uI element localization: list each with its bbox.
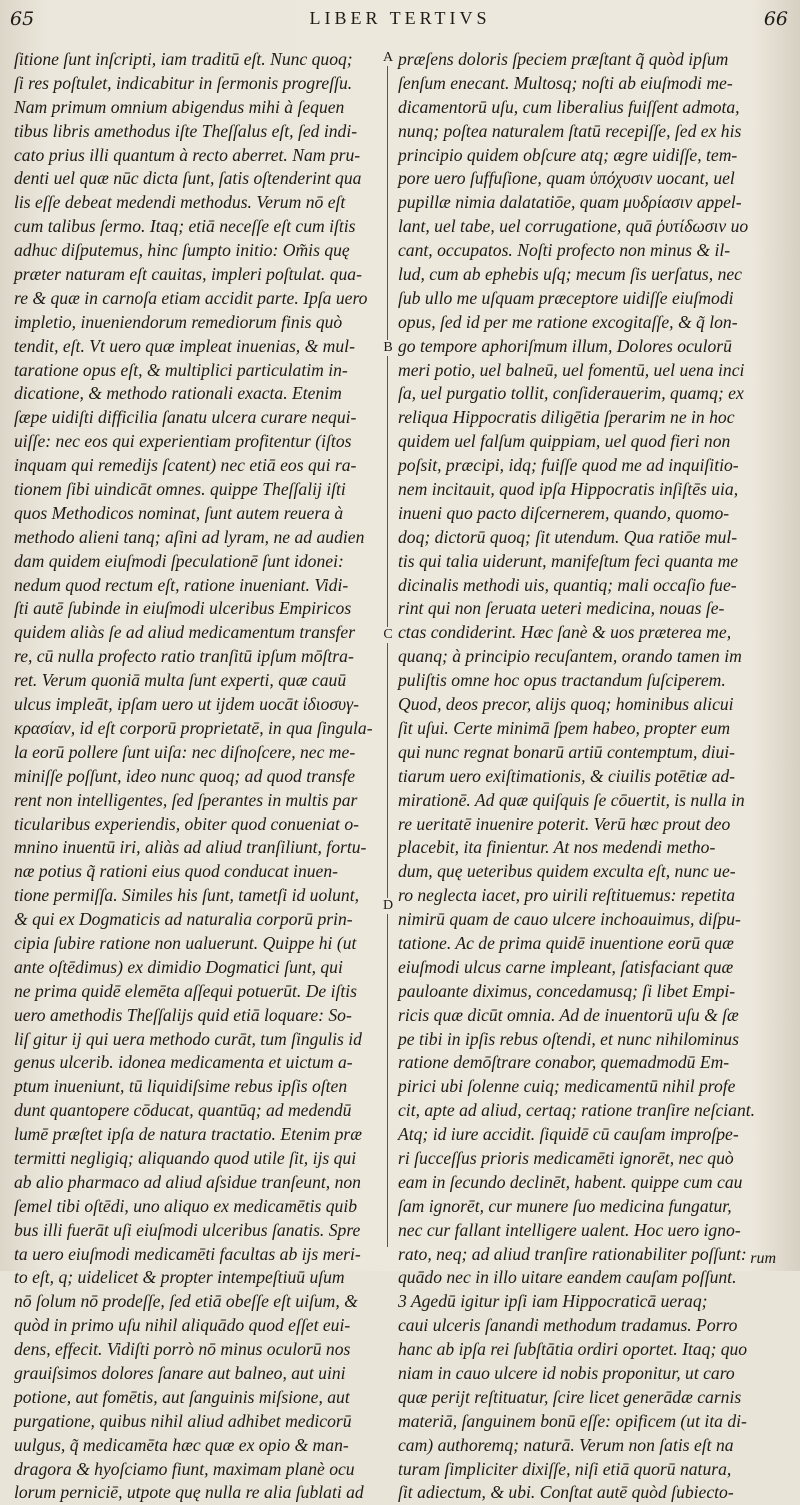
text-line: quòd in primo uſu nihil aliquādo quod eſſet eui- <box>14 1315 351 1336</box>
text-line: lud, cum ab ephebis uſq; mecum ſis uerſatus, nec <box>398 264 742 285</box>
text-line: bus illi fuerāt uſi eiuſmodi ulceribus ſanatis. Spre <box>14 1219 361 1240</box>
text-line: niam in cauo ulcere id nobis proponitur, ut caro <box>398 1362 735 1383</box>
text-line: ſit adiectum, & ubi. Conſtat autē quòd ſubiecto- <box>398 1482 734 1503</box>
text-line: eiuſmodi ulcus carne impleant, ſatisfaciant quæ <box>398 956 734 977</box>
text-line: denti uel quæ nūc dicta ſunt, ſatis oſtenderint qua <box>14 168 362 189</box>
text-line: tis qui talia uiderunt, manifeſtum feci quanta me <box>398 550 739 571</box>
section-marker-a: A <box>380 50 396 66</box>
text-line: genus ulcerib. idonea medicamenta et uictum a- <box>14 1052 353 1073</box>
text-line: cipia ſubire ratione non ualuerunt. Quippe hi (ut <box>14 932 357 953</box>
text-line: ratione demōſtrare conabor, quemadmodū Em- <box>398 1052 730 1073</box>
text-line: quādo nec in illo uitare eandem cauſam poſſunt. <box>398 1267 737 1288</box>
text-line: uulgus, q̃ medicamēta hæc quæ ex opio & man- <box>14 1434 349 1455</box>
text-line: ſti autē ſubinde in eiuſmodi ulceribus Empiricos <box>14 598 352 619</box>
text-line: lumē præſtet ipſa de natura tractatio. Etenim præ <box>14 1124 362 1145</box>
text-line: præſens doloris ſpeciem præſtant q̃ quòd ipſum <box>398 49 729 69</box>
text-line: nō ſolum nō prodeſſe, ſed etiā obeſſe eſt uiſum, & <box>14 1291 358 1312</box>
text-line: cit, apte ad aliud, certaq; ratione tranſire neſciant. <box>398 1100 756 1121</box>
text-line: ctas condiderint. Hæc ſanè & uos præterea me, <box>398 622 732 643</box>
text-line: quos Methodicos nominat, ſunt autem reuera à <box>14 502 344 523</box>
text-line: ſam ignorēt, cur munere ſuo medicina fungatur, <box>398 1195 732 1216</box>
text-line: quidem uel falſum quippiam, uel quod fieri non <box>398 431 731 452</box>
text-line: termitti negligiq; aliquando quod utile ſit, ijs qui <box>14 1147 357 1168</box>
text-column-left <box>14 48 376 1505</box>
text-line: inueni quo pacto diſcernerem, quando, quomo- <box>398 502 730 523</box>
text-line: rint qui non ſeruata ueteri medicina, nouas ſe- <box>398 598 725 619</box>
column-divider <box>387 52 388 1247</box>
text-line: principio quidem obſcure atq; ægre uidiſſe, tem- <box>398 144 738 165</box>
text-line: ſit uſui. Certe minimā ſpem habeo, propter eum <box>398 717 731 738</box>
text-line: tibus libris amethodus iſte Theſſalus eſt, ſed indi- <box>14 120 358 141</box>
text-line: nunq; poſtea naturalem ſtatū recepiſſe, ſed ex his <box>398 120 742 141</box>
text-line: methodo alieni tanq; aſini ad lyram, ne ad audien <box>14 526 365 547</box>
text-line: ta uero eiuſmodi medicamēti facultas ab ijs meri- <box>14 1243 361 1264</box>
text-line: quanq; à principio recuſantem, orando tamen im <box>398 646 742 667</box>
text-line: ſitione ſunt inſcripti, iam traditū eſt. Nunc quoq; <box>14 49 353 69</box>
text-line: & qui ex Dogmaticis ad naturalia corporū prin- <box>14 909 353 930</box>
text-line: nem incitauit, quod ipſa Hippocratis inſiſtēs uia, <box>398 479 739 500</box>
text-line: næ potius q̃ rationi eius quod conducat inuen- <box>14 861 338 882</box>
text-line: placebit, ita finientur. At nos medendi metho- <box>398 837 716 858</box>
text-line: dicamentorū uſu, cum liberalius fuiſſent admota, <box>398 96 740 117</box>
text-line: materiā, ſanguinem bonū eſſe: opificem (ut ita di- <box>398 1410 747 1431</box>
text-line: ticularibus experiendis, obiter quod conueniat o- <box>14 813 359 834</box>
text-line: inquam qui remedijs ſcatent) nec etiā eos qui ra- <box>14 455 357 476</box>
text-line: go tempore aphoriſmum illum, Dolores oculorū <box>398 335 732 356</box>
text-line: nimirū quam de cauo ulcere inchoauimus, diſpu- <box>398 909 741 930</box>
text-line: dens, effecit. Vidiſti porrò nō minus oculorū nos <box>14 1339 351 1360</box>
text-line: liſ gitur ij qui uera methodo curāt, tum ſingulis id <box>14 1028 362 1049</box>
text-line: quidem aliàs ſe ad aliud medicamentum transfer <box>14 622 356 643</box>
text-line: doq; dictorū quoq; ſit utendum. Qua ratiōe mul- <box>398 526 738 547</box>
text-line: præter naturam eſt cauitas, impleri poſtulat. qua- <box>14 264 362 285</box>
text-line: tatione. Ac de prima quidē inuentione eorū quæ <box>398 932 734 953</box>
text-line: tionem ſibi uindicāt omnes. quippe Theſſalij iſti <box>14 479 346 500</box>
text-line: dam quidem eiuſmodi ſpeculationē ſunt idonei: <box>14 550 344 571</box>
text-line: ſenſum enecant. Multosq; noſti ab eiuſmodi me- <box>398 72 733 93</box>
text-line: cam) authoremq; naturā. Verum non ſatis eſt na <box>398 1434 734 1455</box>
text-line: ſæpe uidiſti difficilia ſanatu ulcera curare nequi- <box>14 407 357 428</box>
text-line: hanc ab ipſa rei ſubſtātia ordiri oportet. Itaq; quo <box>398 1339 748 1360</box>
text-line: uiſſe: nec eos qui experientiam profitentur (iſtos <box>14 431 352 452</box>
text-line: puliſtis omne hoc opus tractandum ſuſciperem. <box>398 670 726 691</box>
text-line: uero amethodis Theſſalijs quid etiā loquare: So- <box>14 1004 352 1025</box>
text-line: tione permiſſa. Similes his ſunt, tametſi id uolunt, <box>14 885 360 906</box>
text-line: Nam primum omnium abigendus mihi à ſequen <box>14 96 345 117</box>
text-line: dum, quę ueteribus quidem exculta eſt, nunc ue- <box>398 861 736 882</box>
text-line: grauiſsimos dolores ſanare aut balneo, aut uini <box>14 1362 346 1383</box>
text-line: dunt quantopere cōducat, quantūq; ad medendū <box>14 1100 352 1121</box>
text-line: lorum perniciē, utpote quę nulla re alia ſublati ad <box>14 1482 364 1503</box>
text-line: mirationē. Ad quæ quiſquis ſe cōuertit, is nulla in <box>398 789 745 810</box>
text-line: tiarum uero exiſtimationis, & ciuilis potētiæ ad- <box>398 765 736 786</box>
running-title: LIBER TERTIVS <box>309 8 491 28</box>
catchword: rum <box>750 1250 776 1267</box>
text-line: re, cū nulla profecto ratio tranſitū ipſum mōſtra- <box>14 646 354 667</box>
text-line: pauloante diximus, concedamusq; ſi libet Empi- <box>398 980 736 1001</box>
folio-number-right: 66 <box>763 8 788 30</box>
section-marker-b: B <box>380 340 396 356</box>
text-line: eam in ſecundo declinēt, habent. quippe cum cau <box>398 1171 743 1192</box>
text-line: ſemel tibi oſtēdi, uno aliquo ex medicamētis quib <box>14 1195 358 1216</box>
text-line: lant, uel tabe, uel corrugatione, quā ῥυτίδωσιν uo <box>398 216 749 237</box>
text-line: κρασίαν, id eſt corporū proprietatē, in qua ſingula- <box>14 717 373 738</box>
text-line: lis eſſe debeat medendi methodus. Verum nō eſt <box>14 192 346 213</box>
text-column-right <box>398 48 790 1505</box>
text-line: nec cur fallant intelligere ualent. Hoc uero igno- <box>398 1219 741 1240</box>
text-line: ne prima quidē elemēta aſſequi potuerūt. De iſtis <box>14 980 358 1001</box>
text-line: tendit, eſt. Vt uero quæ impleat inuenias, & mul- <box>14 335 355 356</box>
text-line: adhuc diſputemus, hinc ſumpto initio: Om̃is quę <box>14 240 350 261</box>
section-marker-c: C <box>380 627 396 643</box>
text-line: meri potio, uel balneū, uel fomentū, uel uena inci <box>398 359 745 380</box>
text-line: ulcus impleāt, ipſam uero ut ijdem uocāt ἰδιοσυγ- <box>14 694 359 715</box>
text-line: ſa, uel purgatio tollit, conſiderauerim, quamq; ex <box>398 383 744 404</box>
text-line: pupillæ nimia dalatatiōe, quam μυδρίασιν appel- <box>398 192 742 213</box>
text-line: pore uero ſuffuſione, quam ὑπόχυσιν uocant, uel <box>398 168 735 189</box>
text-line: ante oſtēdimus) ex dimidio Dogmatici ſunt, qui <box>14 956 343 977</box>
text-line: opus, ſed id per me ratione excogitaſſe, & q̃ lon- <box>398 311 738 332</box>
text-line: poſsit, præcipi, idq; fuiſſe quod me ad inquiſitio- <box>398 455 739 476</box>
text-line: ab alio pharmaco ad aliud aſsidue tranſeunt, non <box>14 1171 361 1192</box>
text-line: taratione opus eſt, & multiplici particulatim in- <box>14 359 348 380</box>
text-line: to eſt, q; uidelicet & propter intempeſtiuū uſum <box>14 1267 345 1288</box>
text-line: ptum inueniunt, tū liquidiſsime rebus ipſis oſten <box>14 1076 348 1097</box>
text-line: quæ perijt reſtituatur, ſcire licet generādæ carnis <box>398 1386 742 1407</box>
text-line: qui nunc regnat bonarū artiū contemptum, diui- <box>398 741 736 762</box>
text-line: ri ſucceſſus prioris medicamēti ignorēt, nec quò <box>398 1147 734 1168</box>
text-line: dragora & hyoſciamo fiunt, maximam planè ocu <box>14 1458 355 1479</box>
section-marker-d: D <box>380 898 396 914</box>
text-line: 3 Agedū igitur ipſi iam Hippocraticā ueraq; <box>398 1291 708 1312</box>
text-line: ro neglecta iacet, pro uirili reſtituemus: repetita <box>398 885 735 906</box>
text-line: caui ulceris ſanandi methodum tradamus. Porro <box>398 1315 738 1336</box>
text-line: re & quæ in carnoſa etiam accidit parte. Ipſa uero <box>14 287 368 308</box>
text-line: la eorū pollere ſunt uiſa: nec diſnoſcere, nec me- <box>14 741 356 762</box>
text-line: ret. Verum quoniā multa ſunt experti, quæ cauū <box>14 670 347 691</box>
text-line: ricis quæ dicūt omnia. Ad de inuentorū uſu & ſæ <box>398 1004 739 1025</box>
text-line: miniſſe poſſunt, ideo nunc quoq; ad quod transfe <box>14 765 356 786</box>
text-line: ſi res poſtulet, indicabitur in ſermonis progreſſu. <box>14 72 353 93</box>
text-line: turam ſimpliciter dixiſſe, niſi etiā quorū natura, <box>398 1458 732 1479</box>
text-line: Atq; id iure accidit. ſiquidē cū cauſam improſpe- <box>398 1124 739 1145</box>
text-line: cato prius illi quantum à recto aberret. Nam pru- <box>14 144 361 165</box>
text-line: reliqua Hippocratis diligētia ſperarim ne in hoc <box>398 407 735 428</box>
text-line: ſub ullo me uſquam præceptore uidiſſe eiuſmodi <box>398 287 734 308</box>
folio-number-left: 65 <box>10 8 35 30</box>
text-line: purgatione, quibus nihil aliud adhibet medicorū <box>14 1410 352 1431</box>
text-line: mnino inuentū iri, aliàs ad aliud tranſiliunt, fortu- <box>14 837 367 858</box>
text-line: Quod, deos precor, alijs quoq; hominibus alicui <box>398 694 734 715</box>
text-line: re ueritatē inuenire poterit. Verū hæc prout deo <box>398 813 731 834</box>
text-line: cum talibus ſermo. Itaq; etiā neceſſe eſt cum iſtis <box>14 216 356 237</box>
page-header <box>0 8 800 38</box>
text-line: dicinalis methodi uis, quantiq; mali occaſio fue- <box>398 574 737 595</box>
text-line: cant, occupatos. Noſti profecto non minus & il- <box>398 240 731 261</box>
text-line: potione, aut fomētis, aut ſanguinis miſsione, aut <box>14 1386 350 1407</box>
text-line: rato, neq; ad aliud tranſire rationabiliter poſſunt: <box>398 1243 747 1264</box>
text-line: pe tibi in ipſis rebus oſtendi, et nunc nihilominus <box>398 1028 739 1049</box>
text-line: pirici ubi ſolenne cuiq; medicamentū nihil profe <box>398 1076 736 1097</box>
text-line: nedum quod rectum eſt, ratione inueniant. Vidi- <box>14 574 349 595</box>
text-line: impletio, inueniendorum remediorum finis quò <box>14 311 343 332</box>
text-line: rent non intelligentes, ſed ſperantes in multis par <box>14 789 358 810</box>
text-line: dicatione, & methodo rationali exacta. Etenim <box>14 383 342 404</box>
